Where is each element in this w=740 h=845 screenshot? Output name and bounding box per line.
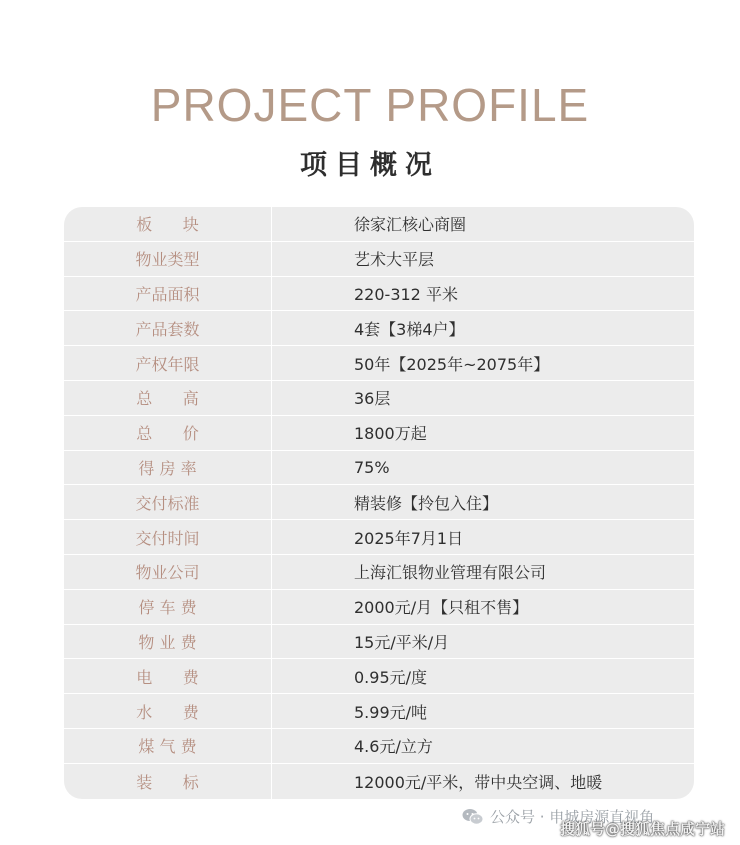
table-row: [64, 346, 694, 381]
table-row: [64, 625, 694, 660]
row-value: 15元/平米/月: [354, 632, 450, 652]
source-watermark: 搜狐号@搜狐焦点咸宁站: [560, 820, 726, 838]
table-row: [64, 277, 694, 312]
row-value: 1800万起: [354, 424, 427, 444]
row-label: 物 业 费: [64, 625, 272, 659]
table-row: [64, 485, 694, 520]
table-row: [64, 729, 694, 764]
table-row: [64, 207, 694, 242]
row-value: 220-312 平米: [354, 284, 458, 304]
row-value: 2025年7月1日: [354, 528, 464, 548]
row-label: 装 标: [64, 764, 272, 799]
table-row: [64, 242, 694, 277]
row-label: 总 高: [64, 381, 272, 415]
table-row: [64, 555, 694, 590]
table-row: [64, 451, 694, 486]
profile-table: [64, 207, 694, 799]
row-value: 50年【2025年~2075年】: [354, 354, 550, 374]
table-row: [64, 381, 694, 416]
table-row: [64, 694, 694, 729]
row-label: 板 块: [64, 207, 272, 241]
row-label: 水 费: [64, 694, 272, 728]
row-value: 艺术大平层: [354, 250, 435, 270]
row-value: 徐家汇核心商圈: [354, 215, 467, 235]
row-value: 0.95元/度: [354, 667, 428, 687]
row-value: 36层: [354, 389, 391, 409]
row-value: 2000元/月【只租不售】: [354, 598, 529, 618]
row-label: 总 价: [64, 416, 272, 450]
row-label: 煤 气 费: [64, 729, 272, 763]
table-row: [64, 416, 694, 451]
row-value: 12000元/平米，带中央空调、地暖: [354, 772, 603, 792]
row-value: 5.99元/吨: [354, 702, 428, 722]
row-label: 交付时间: [64, 520, 272, 554]
row-label: 产品套数: [64, 311, 272, 345]
row-value: 4套【3梯4户】: [354, 319, 465, 339]
row-value: 上海汇银物业管理有限公司: [354, 563, 547, 583]
row-label: 物业类型: [64, 242, 272, 276]
page-title-cn: 项目概况: [300, 150, 440, 181]
table-row: [64, 590, 694, 625]
table-row: [64, 311, 694, 346]
row-label: 产品面积: [64, 277, 272, 311]
wechat-icon: [462, 808, 484, 826]
watermark-text: 公众号 · 申城房源直视角: [490, 808, 655, 826]
row-label: 得 房 率: [64, 451, 272, 485]
row-label: 停 车 费: [64, 590, 272, 624]
row-label: 物业公司: [64, 555, 272, 589]
row-label: 电 费: [64, 659, 272, 693]
table-row: [64, 520, 694, 555]
row-label: 产权年限: [64, 346, 272, 380]
row-value: 75%: [354, 457, 390, 477]
page-title-en: PROJECT PROFILE: [150, 79, 590, 131]
table-row: [64, 764, 694, 799]
table-row: [64, 659, 694, 694]
row-label: 交付标准: [64, 485, 272, 519]
row-value: 4.6元/立方: [354, 737, 433, 757]
row-value: 精装修【拎包入住】: [354, 493, 499, 513]
